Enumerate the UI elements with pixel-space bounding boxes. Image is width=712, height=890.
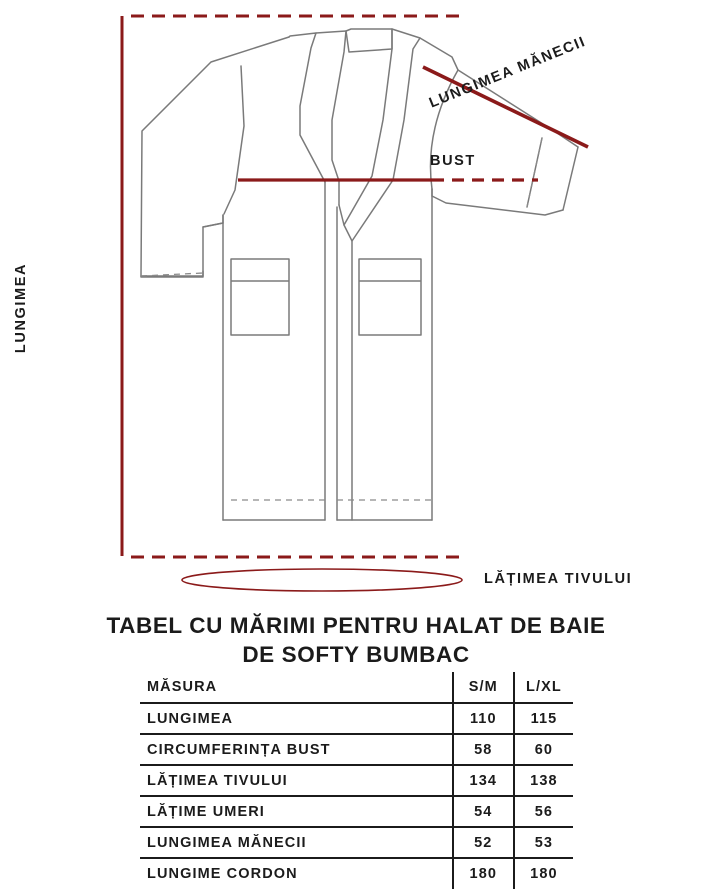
- table-header-row: [140, 672, 573, 703]
- cell-measure-name: LUNGIMEA MĂNECII: [147, 834, 307, 851]
- table-row: [140, 765, 573, 796]
- size-table-container: [140, 672, 573, 889]
- cell-value-sm: 52: [453, 827, 514, 858]
- hem-width-ellipse: [182, 569, 462, 591]
- cell-measure-name: LĂȚIMEA TIVULUI: [147, 772, 288, 789]
- cell-value-sm: 180: [453, 858, 514, 889]
- cell-value-sm: 58: [453, 734, 514, 765]
- column-header-measure: MĂSURA: [147, 679, 218, 695]
- column-header-lxl: L/XL: [514, 672, 573, 703]
- cell-value-sm: 110: [453, 703, 514, 734]
- cell-value-sm: 54: [453, 796, 514, 827]
- table-row: [140, 796, 573, 827]
- cell-value-lxl: 53: [514, 827, 573, 858]
- cell-value-lxl: 138: [514, 765, 573, 796]
- table-row: [140, 858, 573, 889]
- column-header-sm: S/M: [453, 672, 514, 703]
- cell-value-lxl: 115: [514, 703, 573, 734]
- cell-value-lxl: 56: [514, 796, 573, 827]
- cell-measure-name: LUNGIMEA: [147, 710, 234, 727]
- cell-value-lxl: 60: [514, 734, 573, 765]
- bust-dimension-label: BUST: [430, 153, 476, 169]
- cell-measure-name: CIRCUMFERINȚA BUST: [147, 741, 331, 758]
- table-row: [140, 734, 573, 765]
- cell-value-lxl: 180: [514, 858, 573, 889]
- length-dimension-label: LUNGIMEA: [13, 262, 30, 354]
- cell-value-sm: 134: [453, 765, 514, 796]
- robe-pockets: [231, 259, 421, 335]
- size-table-body: [140, 703, 573, 889]
- garment-dashed-details: [141, 138, 542, 500]
- cell-measure-name: LĂȚIME UMERI: [147, 803, 265, 820]
- table-row: [140, 703, 573, 734]
- size-table: [140, 672, 573, 889]
- table-row: [140, 827, 573, 858]
- cell-measure-name: LUNGIME CORDON: [147, 866, 298, 882]
- page-title: TABEL CU MĂRIMI PENTRU HALAT DE BAIE DE SOFTY BUMBAC: [106, 613, 606, 667]
- size-table-header: [140, 672, 573, 703]
- hem-width-dimension-label: LĂȚIMEA TIVULUI: [484, 571, 633, 587]
- sleeve-length-dimension-label: LUNGIMEA MĂNECII: [427, 33, 589, 112]
